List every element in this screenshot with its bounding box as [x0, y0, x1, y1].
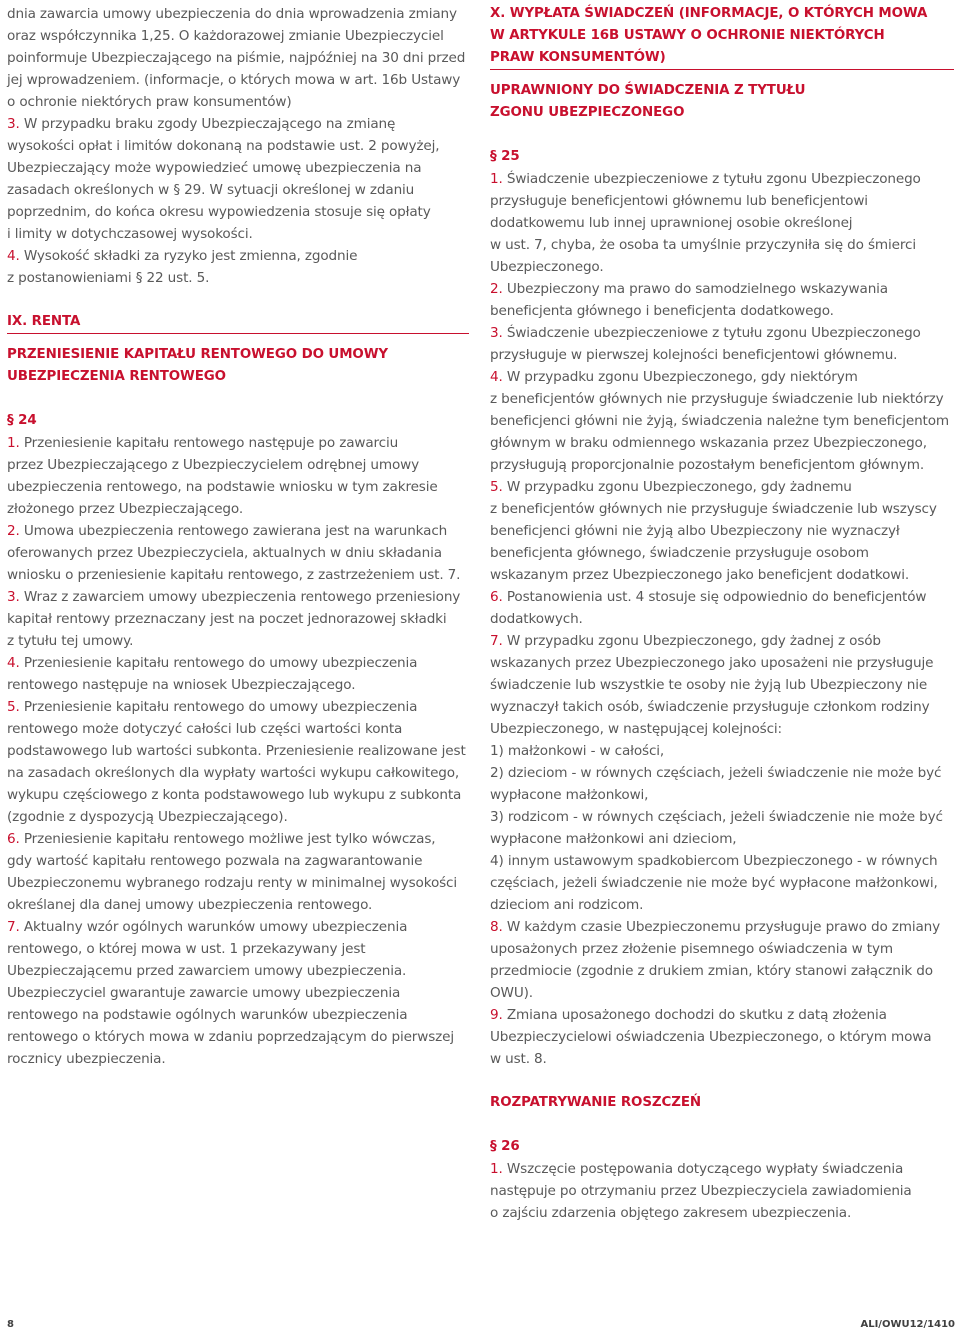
text-line: świadczenie lub wszystkie te osoby nie żyją lub Ubezpieczony nie	[490, 677, 928, 693]
text-line: uposażonych przez złożenie pisemnego oświadczenia w tym	[490, 941, 893, 957]
text-line: Ubezpieczycielowi oświadczenia Ubezpieczonego, o którym mowa	[490, 1029, 932, 1045]
text-line: 1. Wszczęcie postępowania dotyczącego wypłaty świadczenia	[490, 1161, 904, 1177]
text-line: z beneficjentów głównych nie przysługuje świadczenie lub niektórzy	[490, 391, 944, 407]
text-line	[7, 828, 475, 850]
item-number: 4.	[7, 248, 20, 264]
item-text: Przeniesienie kapitału rentowego do umowy ubezpieczenia	[19, 699, 418, 715]
text-line: dodatkowych.	[490, 611, 583, 627]
item-number: 4.	[7, 655, 20, 671]
p24-item-6	[7, 828, 475, 916]
text-line: rentowego może dotyczyć całości lub części wartości konta	[7, 721, 403, 737]
item-text: Przeniesienie kapitału rentowego następuje po zawarciu	[19, 435, 399, 451]
page-number: 8	[7, 1319, 14, 1330]
text-line: 1. Świadczenie ubezpieczeniowe z tytułu zgonu Ubezpieczonego	[490, 171, 921, 187]
p24-item-1	[7, 432, 475, 520]
item-number: 1.	[7, 435, 20, 451]
item-number: 9.	[490, 1007, 503, 1023]
text-line: 6. Postanowienia ust. 4 stosuje się odpowiednio do beneficjentów	[490, 589, 927, 605]
item-text: Przeniesienie kapitału rentowego możliwe jest tylko wówczas,	[19, 831, 436, 847]
text-line: następuje po otrzymaniu przez Ubezpieczyciela zawiadomienia	[490, 1183, 912, 1199]
item-number: 7.	[7, 919, 20, 935]
text-line: rentowego następuje na wniosek Ubezpieczającego.	[7, 677, 356, 693]
p24-item-3	[7, 586, 475, 652]
paragraph-26: § 26	[490, 1139, 520, 1154]
text-line	[7, 520, 475, 542]
text-line: 3. Świadczenie ubezpieczeniowe z tytułu zgonu Ubezpieczonego	[490, 325, 921, 341]
intro-text	[7, 3, 475, 113]
text-line: Ubezpieczonego.	[490, 259, 604, 275]
item-number: 2.	[7, 523, 20, 539]
text-line: dodatkowemu lub innej uprawnionej osobie określonej	[490, 215, 853, 231]
text-line: przysługuje beneficjentowi głównemu lub beneficjentowi	[490, 193, 868, 209]
item-number: 5.	[490, 479, 503, 495]
text-line: jej wprowadzeniem. (informacje, o których mowa w art. 16b Ustawy	[7, 72, 461, 88]
text-line: 2. Ubezpieczony ma prawo do samodzielnego wskazywania	[490, 281, 888, 297]
text-line: PRZENIESIENIE KAPITAŁU RENTOWEGO DO UMOWY	[7, 347, 388, 362]
item-text: W przypadku braku zgody Ubezpieczającego na zmianę	[19, 116, 396, 132]
text-line: oferowanych przez Ubezpieczyciela, aktualnych w dniu składania	[7, 545, 442, 561]
text-line: przysługują proporcjonalnie pozostałym beneficjentom głównym.	[490, 457, 925, 473]
text-line	[7, 916, 475, 938]
text-line: wniosku o przeniesienie kapitału rentowego, z zastrzeżeniem ust. 7.	[7, 567, 461, 583]
text-line: 4. W przypadku zgonu Ubezpieczonego, gdy niektórym	[490, 369, 858, 385]
text-line: 4) innym ustawowym spadkobiercom Ubezpieczonego - w równych	[490, 853, 938, 869]
item-number: 1.	[490, 171, 503, 187]
text-line: podstawowego lub wartości subkonta. Przeniesienie realizowane jest	[7, 743, 466, 759]
text-line: o ochronie niektórych praw konsumentów)	[7, 94, 292, 110]
paragraph-24: § 24	[7, 413, 37, 428]
subsection-title-roszczenia: ROZPATRYWANIE ROSZCZEŃ	[490, 1095, 701, 1110]
text-line	[7, 245, 475, 267]
item-number: 4.	[490, 369, 503, 385]
subsection-title	[7, 344, 475, 388]
paragraph-25: § 25	[490, 149, 520, 164]
item-text: Wraz z zawarciem umowy ubezpieczenia rentowego przeniesiony	[19, 589, 461, 605]
item-number: 8.	[490, 919, 503, 935]
right-column	[490, 3, 956, 1224]
text-line: beneficjenci główni nie żyją albo Ubezpieczony nie wyznaczył	[490, 523, 900, 539]
text-line	[7, 652, 475, 674]
text-line: X. WYPŁATA ŚWIADCZEŃ (INFORMACJE, O KTÓRYCH MOWA	[490, 6, 928, 21]
p24-item-4	[7, 652, 475, 696]
text-line	[7, 586, 475, 608]
subsection-title-uprawniony	[490, 80, 956, 124]
text-line: Ubezpieczający może wypowiedzieć umowę ubezpieczenia na	[7, 160, 422, 176]
text-line: ubezpieczenia rentowego, na podstawie wniosku w tym zakresie	[7, 479, 438, 495]
text-line: wypłacone małżonkowi,	[490, 787, 649, 803]
text-line: wykupu częściowego z konta podstawowego lub wykupu z subkonta	[7, 787, 462, 803]
text-line: 2) dzieciom - w równych częściach, jeżeli świadczenie nie może być	[490, 765, 942, 781]
text-line: (zgodnie z dyspozycją Ubezpieczającego).	[7, 809, 288, 825]
text-line: 7. W przypadku zgonu Ubezpieczonego, gdy żadnej z osób	[490, 633, 881, 649]
text-line: wskazanych przez Ubezpieczonego jako uposażeni nie przysługuje	[490, 655, 934, 671]
p24-item-5	[7, 696, 475, 828]
item-text: Przeniesienie kapitału rentowego do umowy ubezpieczenia	[19, 655, 418, 671]
section-divider-right	[490, 69, 954, 70]
text-line: w ust. 8.	[490, 1051, 547, 1067]
text-line: gdy wartość kapitału rentowego pozwala na zagwarantowanie	[7, 853, 423, 869]
text-line: wyznaczył takich osób, świadczenie przysługuje członkom rodziny	[490, 699, 930, 715]
doc-code: ALI/OWU12/1410	[860, 1319, 955, 1330]
text-line	[7, 432, 475, 454]
text-line: na zasadach określonych dla wypłaty wartości wykupu całkowitego,	[7, 765, 460, 781]
item-number: 5.	[7, 699, 20, 715]
p24-item-2	[7, 520, 475, 586]
left-column	[7, 3, 475, 1070]
text-line: dnia zawarcia umowy ubezpieczenia do dnia wprowadzenia zmiany	[7, 6, 457, 22]
text-line: W ARTYKULE 16B USTAWY O OCHRONIE NIEKTÓRYCH	[490, 28, 885, 43]
text-line: rentowego, o której mowa w ust. 1 przekazywany jest	[7, 941, 366, 957]
p26-text	[490, 1158, 956, 1224]
text-line: 9. Zmiana uposażonego dochodzi do skutku z datą złożenia	[490, 1007, 887, 1023]
text-line: w ust. 7, chyba, że osoba ta umyślnie przyczyniła się do śmierci	[490, 237, 916, 253]
text-line: beneficjenci główni nie żyją, świadczenia należne tym beneficjentom	[490, 413, 949, 429]
text-line: rentowego o których mowa w zdaniu poprzedzającym do pierwszej	[7, 1029, 454, 1045]
text-line: ZGONU UBEZPIECZONEGO	[490, 105, 685, 120]
text-line: o zajściu zdarzenia objętego zakresem ubezpieczenia.	[490, 1205, 852, 1221]
text-line: wskazanym przez Ubezpieczonego jako beneficjent dodatkowi.	[490, 567, 910, 583]
text-line: beneficjenta głównego, świadczenie przysługuje osobom	[490, 545, 869, 561]
item-number: 3.	[7, 116, 20, 132]
item-number: 2.	[490, 281, 503, 297]
text-line: przedmiocie (zgodnie z drukiem zmian, który stanowi załącznik do	[490, 963, 933, 979]
item-number: 6.	[7, 831, 20, 847]
text-line: 8. W każdym czasie Ubezpieczonemu przysługuje prawo do zmiany	[490, 919, 941, 935]
text-line: beneficjenta głównego i beneficjenta dodatkowego.	[490, 303, 834, 319]
text-line: głównym w braku odmiennego wskazania przez Ubezpieczonego,	[490, 435, 927, 451]
text-line: 3) rodzicom - w równych częściach, jeżeli świadczenie nie może być	[490, 809, 943, 825]
text-line: zasadach określonych w § 29. W sytuacji określonej w zdaniu	[7, 182, 415, 198]
text-line: PRAW KONSUMENTÓW)	[490, 50, 666, 65]
text-line: wypłacone małżonkowi ani dzieciom,	[490, 831, 737, 847]
text-line: 1) małżonkowi - w całości,	[490, 743, 665, 759]
section-title-wyplata	[490, 3, 956, 69]
text-line: określanej dla danej umowy ubezpieczenia rentowego.	[7, 897, 373, 913]
text-line: wysokości opłat i limitów dokonaną na podstawie ust. 2 powyżej,	[7, 138, 440, 154]
text-line: przez Ubezpieczającego z Ubezpieczycielem odrębnej umowy	[7, 457, 419, 473]
text-line	[7, 113, 475, 135]
text-line: Ubezpieczyciel gwarantuje zawarcie umowy ubezpieczenia	[7, 985, 401, 1001]
p25-text	[490, 168, 956, 1070]
item-text: Aktualny wzór ogólnych warunków umowy ubezpieczenia	[19, 919, 408, 935]
item-number: 1.	[490, 1161, 503, 1177]
text-line: poprzednim, do końca okresu wypowiedzenia stosuje się opłaty	[7, 204, 431, 220]
item-number: 7.	[490, 633, 503, 649]
text-line: UPRAWNIONY DO ŚWIADCZENIA Z TYTUŁU	[490, 83, 806, 98]
text-line: rentowego na podstawie ogólnych warunków ubezpieczenia	[7, 1007, 408, 1023]
item-number: 6.	[490, 589, 503, 605]
item-text: Wysokość składki za ryzyko jest zmienna, zgodnie	[19, 248, 358, 264]
text-line: poinformuje Ubezpieczającego na piśmie, najpóźniej na 30 dni przed	[7, 50, 466, 66]
text-line: z beneficjentów głównych nie przysługuje świadczenie lub wszyscy	[490, 501, 937, 517]
text-line: 5. W przypadku zgonu Ubezpieczonego, gdy żadnemu	[490, 479, 852, 495]
text-line: z postanowieniami § 22 ust. 5.	[7, 270, 210, 286]
text-line: z tytułu tej umowy.	[7, 633, 134, 649]
section-title-renta: IX. RENTA	[7, 314, 81, 329]
text-line: OWU).	[490, 985, 533, 1001]
text-line: Ubezpieczonego, w następującej kolejności:	[490, 721, 782, 737]
item-text: Umowa ubezpieczenia rentowego zawierana jest na warunkach	[19, 523, 448, 539]
item-number: 3.	[7, 589, 20, 605]
text-line: złożonego przez Ubezpieczającego.	[7, 501, 243, 517]
text-line: dzieciom ani rodzicom.	[490, 897, 644, 913]
text-line: przysługuje w pierwszej kolejności beneficjentowi głównemu.	[490, 347, 898, 363]
text-line: oraz współczynnika 1,25. O każdorazowej zmianie Ubezpieczyciel	[7, 28, 444, 44]
text-line: Ubezpieczającemu przed zawarciem umowy ubezpieczenia.	[7, 963, 407, 979]
item-3	[7, 113, 475, 245]
text-line: i limity w dotychczasowej wysokości.	[7, 226, 253, 242]
text-line: UBEZPIECZENIA RENTOWEGO	[7, 369, 226, 384]
text-line	[7, 696, 475, 718]
p24-item-7	[7, 916, 475, 1070]
section-divider	[7, 333, 469, 334]
text-line: kapitał rentowy przeznaczany jest na poczet jednorazowej składki	[7, 611, 447, 627]
text-line: Ubezpieczonemu wybranego rodzaju renty w minimalnej wysokości	[7, 875, 457, 891]
item-4	[7, 245, 475, 289]
text-line: rocznicy ubezpieczenia.	[7, 1051, 166, 1067]
text-line: częściach, jeżeli świadczenie nie może być wypłacone małżonkowi,	[490, 875, 938, 891]
item-number: 3.	[490, 325, 503, 341]
